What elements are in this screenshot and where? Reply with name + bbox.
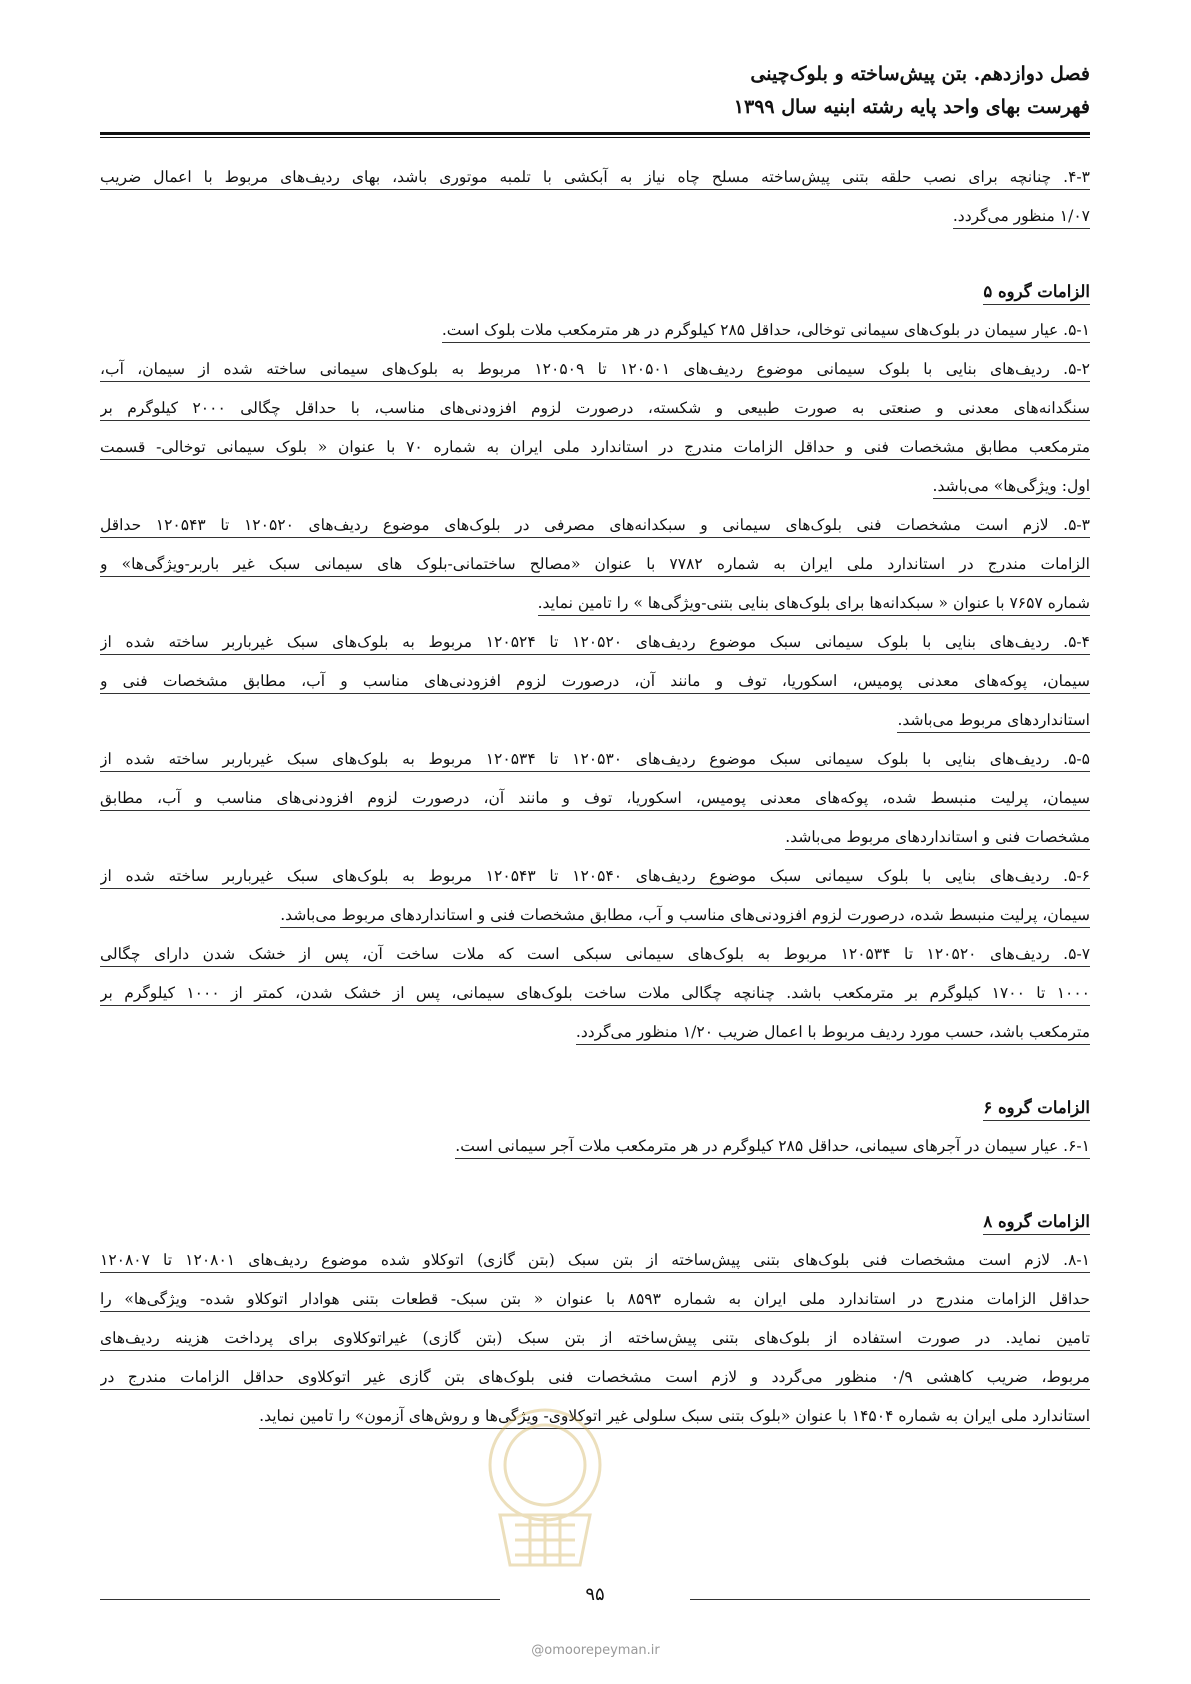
document-title: فهرست بهای واحد پایه رشته ابنیه سال ۱۳۹۹ [733,96,1090,118]
seal-watermark-icon [470,1395,620,1575]
text-line: مترمکعب باشد، حسب مورد ردیف مربوط با اعمال ضریب ۱/۲۰ منظور می‌گردد. [100,1013,1090,1052]
text-line: مشخصات فنی و استانداردهای مربوط می‌باشد. [100,818,1090,857]
text-line: ۵-۲. ردیف‌های بنایی با بلوک سیمانی موضوع ردیف‌های ۱۲۰۵۰۱ تا ۱۲۰۵۰۹ مربوط به بلوک‌های سیمانی ساخته شده از سیمان، آب، [100,350,1090,389]
text-line: ۴-۳. چنانچه برای نصب حلقه بتنی پیش‌ساخته مسلح چاه نیاز به آبکشی با تلمبه موتوری باشد، بهای ردیف‌های مربوط با اعمال ضریب [100,158,1090,197]
text-line: ۵-۱. عیار سیمان در بلوک‌های سیمانی توخالی، حداقل ۲۸۵ کیلوگرم در هر مترمکعب ملات بلوک است. [100,311,1090,350]
text-line: سیمان، پرلیت منبسط شده، درصورت لزوم افزودنی‌های مناسب و آب، مطابق مشخصات فنی و استانداردهای مربوط می‌باشد. [100,896,1090,935]
paragraph [100,1127,1090,1166]
text-line: سیمان، پرلیت منبسط شده، پوکه‌های معدنی پومیس، اسکوریا، توف و مانند آن، درصورت لزوم افزودنی‌های مناسب و آب، مطابق [100,779,1090,818]
text-line: مربوط، ضریب کاهشی ۰/۹ منظور می‌گردد و لازم است مشخصات فنی بلوک‌های بتن گازی غیر اتوکلاوی حداقل الزامات مندرج در [100,1358,1090,1397]
text-line: ۵-۷. ردیف‌های ۱۲۰۵۲۰ تا ۱۲۰۵۳۴ مربوط به بلوک‌های سیمانی سبکی است که ملات ساخت آن، پس از خشک شدن دارای چگالی [100,935,1090,974]
footer-divider-left [100,1599,500,1600]
text-line: حداقل الزامات مندرج در استاندارد ملی ایران به شماره ۸۵۹۳ با عنوان « بتن سبک- قطعات بتنی هوادار اتوکلاو شده- ویژگی‌ها» را [100,1280,1090,1319]
page-number: ۹۵ [585,1584,605,1605]
paragraph [100,857,1090,935]
page-header [100,58,1090,124]
group6-section [100,1127,1090,1166]
paragraph [100,506,1090,623]
site-watermark: @omoorepeyman.ir [531,1643,660,1658]
text-line: ۵-۳. لازم است مشخصات فنی بلوک‌های سیمانی و سبکدانه‌های مصرفی در بلوک‌های موضوع ردیف‌های ۱۲۰۵۲۰ تا ۱۲۰۵۴۳ حداقل [100,506,1090,545]
group5-section [100,311,1090,1052]
text-line: ۵-۵. ردیف‌های بنایی با بلوک سیمانی سبک موضوع ردیف‌های ۱۲۰۵۳۰ تا ۱۲۰۵۳۴ مربوط به بلوک‌های سبک غیرباربر ساخته شده از [100,740,1090,779]
text-line: ۱۰۰۰ تا ۱۷۰۰ کیلوگرم بر مترمکعب باشد. چنانچه چگالی ملات ساخت بلوک‌های سیمانی، پس از خشک شدن، کمتر از ۱۰۰۰ کیلوگرم بر [100,974,1090,1013]
footer-divider-right [690,1599,1090,1600]
text-line: ۵-۶. ردیف‌های بنایی با بلوک سیمانی سبک موضوع ردیف‌های ۱۲۰۵۴۰ تا ۱۲۰۵۴۳ مربوط به بلوک‌های سبک غیرباربر ساخته شده از [100,857,1090,896]
text-line: ۱/۰۷ منظور می‌گردد. [100,197,1090,236]
paragraph [100,311,1090,350]
text-line: ۵-۴. ردیف‌های بنایی با بلوک سیمانی سبک موضوع ردیف‌های ۱۲۰۵۲۰ تا ۱۲۰۵۲۴ مربوط به بلوک‌های سبک غیرباربر ساخته شده از [100,623,1090,662]
text-line: ۶-۱. عیار سیمان در آجرهای سیمانی، حداقل ۲۸۵ کیلوگرم در هر مترمکعب ملات آجر سیمانی است. [100,1127,1090,1166]
text-line: شماره ۷۶۵۷ با عنوان « سبکدانه‌ها برای بلوک‌های بنایی بتنی-ویژگی‌ها » را تامین نماید. [100,584,1090,623]
paragraph [100,935,1090,1052]
text-line: استانداردهای مربوط می‌باشد. [100,701,1090,740]
paragraph [100,623,1090,740]
chapter-title: فصل دوازدهم. بتن پیش‌ساخته و بلوک‌چینی [750,63,1090,85]
group5-heading: الزامات گروه ۵ [100,272,1090,311]
page-content [100,158,1090,1436]
group8-heading: الزامات گروه ۸ [100,1202,1090,1241]
text-line: الزامات مندرج در استاندارد ملی ایران به شماره ۷۷۸۲ با عنوان «مصالح ساختمانی-بلوک های سیمانی سبک غیر باربر-ویژگی‌ها» و [100,545,1090,584]
text-line: تامین نماید. در صورت استفاده از بلوک‌های بتنی پیش‌ساخته از بتن سبک (بتن گازی) غیراتوکلاوی برای پرداخت هزینه ردیف‌های [100,1319,1090,1358]
paragraph [100,740,1090,857]
paragraph-4-3 [100,158,1090,236]
text-line: استاندارد ملی ایران به شماره ۱۴۵۰۴ با عنوان «بلوک بتنی سبک سلولی غیر اتوکلاوی- ویژگی‌ها و روش‌های آزمون» را تامین نماید. [100,1397,1090,1436]
group6-heading: الزامات گروه ۶ [100,1088,1090,1127]
text-line: مترمکعب مطابق مشخصات فنی و حداقل الزامات مندرج در استاندارد ملی ایران به شماره ۷۰ با عنوان « بلوک سیمانی توخالی- قسمت [100,428,1090,467]
text-line: سنگدانه‌های معدنی و صنعتی به صورت طبیعی و شکسته، درصورت لزوم افزودنی‌های مناسب، با حداقل چگالی ۲۰۰۰ کیلوگرم بر [100,389,1090,428]
text-line: ۸-۱. لازم است مشخصات فنی بلوک‌های بتنی پیش‌ساخته از بتن سبک (بتن گازی) اتوکلاو شده موضوع ردیف‌های ۱۲۰۸۰۱ تا ۱۲۰۸۰۷ [100,1241,1090,1280]
text-line: سیمان، پوکه‌های معدنی پومیس، اسکوریا، توف و مانند آن، درصورت لزوم افزودنی‌های مناسب و آب، مطابق مشخصات فنی و [100,662,1090,701]
paragraph [100,350,1090,506]
text-line: اول: ویژگی‌ها» می‌باشد. [100,467,1090,506]
header-divider [100,132,1090,138]
